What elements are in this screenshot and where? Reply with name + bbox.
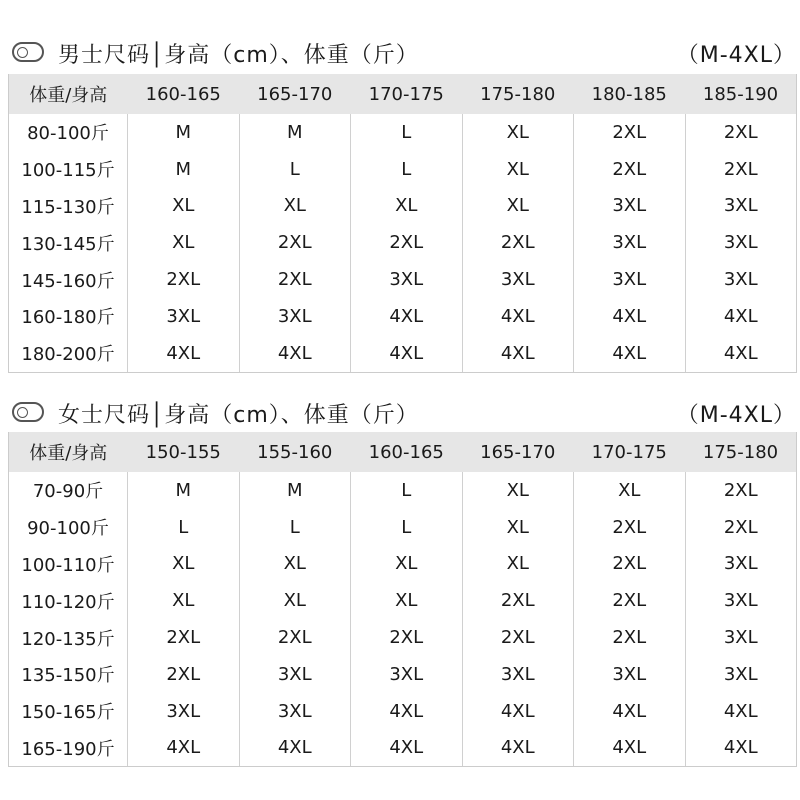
- size-cell: XL: [128, 224, 240, 261]
- size-cell: XL: [462, 114, 574, 151]
- size-cell: 2XL: [574, 582, 686, 619]
- size-cell: 4XL: [239, 335, 351, 372]
- weight-range-cell: 145-160斤: [9, 261, 128, 298]
- size-cell: L: [351, 114, 463, 151]
- size-cell: 2XL: [462, 619, 574, 656]
- size-cell: L: [239, 509, 351, 546]
- size-cell: 3XL: [685, 224, 797, 261]
- size-cell: 4XL: [128, 730, 240, 767]
- size-cell: M: [128, 114, 240, 151]
- size-cell: 4XL: [462, 693, 574, 730]
- header-height-range: 170-175: [574, 432, 686, 472]
- header-height-range: 170-175: [351, 74, 463, 114]
- size-cell: 3XL: [685, 546, 797, 583]
- table-row: [9, 619, 797, 656]
- size-cell: 4XL: [574, 298, 686, 335]
- header-height-range: 175-180: [462, 74, 574, 114]
- size-cell: 2XL: [574, 619, 686, 656]
- men-section-title: 男士尺码│身高（cm）、体重（斤）: [58, 43, 419, 68]
- size-cell: XL: [351, 546, 463, 583]
- table-row: [9, 261, 797, 298]
- size-cell: 2XL: [351, 224, 463, 261]
- weight-range-cell: 150-165斤: [9, 693, 128, 730]
- size-cell: 3XL: [574, 224, 686, 261]
- size-cell: 3XL: [685, 261, 797, 298]
- weight-range-cell: 70-90斤: [9, 472, 128, 509]
- table-header-row: [9, 432, 797, 472]
- table-row: [9, 335, 797, 372]
- toggle-icon: [12, 402, 44, 422]
- size-cell: 3XL: [462, 261, 574, 298]
- table-row: [9, 546, 797, 583]
- header-weight-height: 体重/身高: [9, 432, 128, 472]
- table-row: [9, 298, 797, 335]
- size-cell: 4XL: [351, 730, 463, 767]
- table-row: [9, 582, 797, 619]
- size-cell: XL: [462, 472, 574, 509]
- women-size-range: （M-4XL）: [676, 403, 796, 428]
- women-section-header: [0, 390, 800, 434]
- table-row: [9, 509, 797, 546]
- size-cell: 2XL: [239, 619, 351, 656]
- header-height-range: 160-165: [128, 74, 240, 114]
- weight-range-cell: 110-120斤: [9, 582, 128, 619]
- size-cell: M: [239, 472, 351, 509]
- size-cell: 3XL: [462, 656, 574, 693]
- size-cell: M: [128, 472, 240, 509]
- size-cell: 2XL: [128, 261, 240, 298]
- header-height-range: 150-155: [128, 432, 240, 472]
- table-row: [9, 188, 797, 225]
- header-height-range: 175-180: [685, 432, 797, 472]
- size-cell: 4XL: [239, 730, 351, 767]
- header-height-range: 185-190: [685, 74, 797, 114]
- women-size-table: [8, 432, 797, 767]
- header-height-range: 160-165: [351, 432, 463, 472]
- size-cell: 4XL: [351, 298, 463, 335]
- size-cell: 4XL: [685, 335, 797, 372]
- size-cell: 2XL: [239, 261, 351, 298]
- size-cell: 2XL: [574, 114, 686, 151]
- header-height-range: 180-185: [574, 74, 686, 114]
- size-cell: 4XL: [574, 730, 686, 767]
- header-height-range: 155-160: [239, 432, 351, 472]
- weight-range-cell: 90-100斤: [9, 509, 128, 546]
- weight-range-cell: 100-115斤: [9, 151, 128, 188]
- size-cell: 3XL: [685, 582, 797, 619]
- header-height-range: 165-170: [239, 74, 351, 114]
- weight-range-cell: 115-130斤: [9, 188, 128, 225]
- weight-range-cell: 165-190斤: [9, 730, 128, 767]
- size-cell: XL: [574, 472, 686, 509]
- size-cell: 3XL: [574, 261, 686, 298]
- table-row: [9, 730, 797, 767]
- weight-range-cell: 80-100斤: [9, 114, 128, 151]
- men-size-table: [8, 74, 797, 373]
- size-cell: 2XL: [239, 224, 351, 261]
- size-cell: 2XL: [685, 472, 797, 509]
- size-cell: L: [128, 509, 240, 546]
- size-cell: XL: [239, 582, 351, 619]
- toggle-icon: [12, 42, 44, 62]
- men-section-header: [0, 30, 800, 74]
- size-cell: 2XL: [685, 114, 797, 151]
- weight-range-cell: 100-110斤: [9, 546, 128, 583]
- size-cell: 3XL: [685, 188, 797, 225]
- size-cell: XL: [239, 188, 351, 225]
- size-cell: L: [239, 151, 351, 188]
- size-cell: 4XL: [462, 298, 574, 335]
- size-cell: 4XL: [128, 335, 240, 372]
- men-size-section: [0, 30, 800, 366]
- size-cell: 3XL: [239, 656, 351, 693]
- size-cell: 3XL: [685, 656, 797, 693]
- size-cell: XL: [239, 546, 351, 583]
- table-row: [9, 693, 797, 730]
- size-cell: XL: [351, 582, 463, 619]
- size-cell: 2XL: [462, 582, 574, 619]
- size-cell: 3XL: [128, 693, 240, 730]
- size-cell: 4XL: [685, 730, 797, 767]
- size-cell: M: [239, 114, 351, 151]
- size-cell: 4XL: [574, 693, 686, 730]
- size-cell: 2XL: [128, 619, 240, 656]
- size-cell: XL: [462, 546, 574, 583]
- table-row: [9, 224, 797, 261]
- size-cell: 4XL: [351, 335, 463, 372]
- size-cell: 2XL: [685, 509, 797, 546]
- men-size-range: （M-4XL）: [676, 43, 796, 68]
- size-cell: XL: [462, 151, 574, 188]
- size-cell: 4XL: [685, 298, 797, 335]
- size-cell: 2XL: [351, 619, 463, 656]
- header-height-range: 165-170: [462, 432, 574, 472]
- size-cell: 2XL: [574, 546, 686, 583]
- size-cell: 3XL: [574, 188, 686, 225]
- header-weight-height: 体重/身高: [9, 74, 128, 114]
- size-cell: 2XL: [128, 656, 240, 693]
- table-row: [9, 656, 797, 693]
- size-cell: 4XL: [462, 335, 574, 372]
- weight-range-cell: 180-200斤: [9, 335, 128, 372]
- size-cell: 4XL: [351, 693, 463, 730]
- weight-range-cell: 120-135斤: [9, 619, 128, 656]
- size-cell: 3XL: [351, 261, 463, 298]
- size-cell: 3XL: [574, 656, 686, 693]
- table-row: [9, 114, 797, 151]
- size-cell: 3XL: [239, 693, 351, 730]
- size-cell: 4XL: [685, 693, 797, 730]
- size-cell: M: [128, 151, 240, 188]
- size-cell: L: [351, 151, 463, 188]
- size-cell: 3XL: [239, 298, 351, 335]
- size-cell: 2XL: [685, 151, 797, 188]
- size-cell: 2XL: [574, 509, 686, 546]
- size-cell: XL: [462, 188, 574, 225]
- size-cell: 4XL: [462, 730, 574, 767]
- table-row: [9, 151, 797, 188]
- size-cell: L: [351, 509, 463, 546]
- size-cell: XL: [128, 582, 240, 619]
- size-cell: 2XL: [462, 224, 574, 261]
- weight-range-cell: 130-145斤: [9, 224, 128, 261]
- size-cell: 3XL: [128, 298, 240, 335]
- table-header-row: [9, 74, 797, 114]
- size-cell: 2XL: [574, 151, 686, 188]
- size-cell: XL: [128, 546, 240, 583]
- size-cell: 4XL: [574, 335, 686, 372]
- size-cell: XL: [351, 188, 463, 225]
- size-cell: XL: [128, 188, 240, 225]
- size-cell: XL: [462, 509, 574, 546]
- weight-range-cell: 160-180斤: [9, 298, 128, 335]
- size-cell: 3XL: [685, 619, 797, 656]
- size-cell: 3XL: [351, 656, 463, 693]
- size-cell: L: [351, 472, 463, 509]
- table-row: [9, 472, 797, 509]
- women-size-section: [0, 390, 800, 760]
- weight-range-cell: 135-150斤: [9, 656, 128, 693]
- women-section-title: 女士尺码│身高（cm）、体重（斤）: [58, 403, 419, 428]
